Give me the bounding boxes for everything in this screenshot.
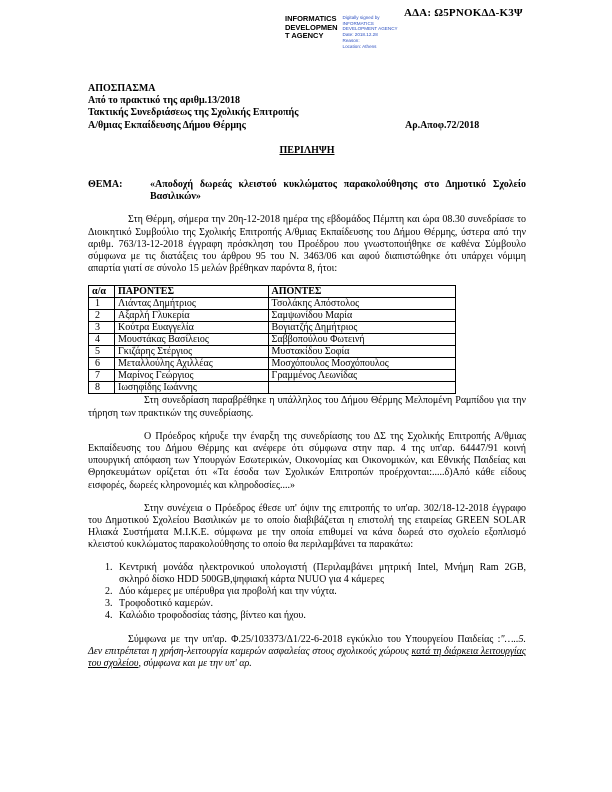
circular-quote-pre: "…..5. Δεν επιτρέπεται η χρήση-λειτουργία καμερών ασφαλείας στους σχολικούς χώρους <box>88 633 526 657</box>
document-heading <box>88 83 526 132</box>
table-row <box>89 310 456 322</box>
paragraph-session-opening: Στη Θέρμη, σήμερα την 20η-12-2018 ημέρα της εβδομάδος Πέμπτη και ώρα 08.30 συνεδρίασε το Διοικητικό Συμβούλιο της Σχολικής Επιτροπής Α/θμιας Εκπαίδευσης του Δήμου Θέρμης, ύστερα από την αριθμ. 763/13-12-2018 έγγραφη πρόσκληση του Προέδρου που γνωστοποιήθηκε σε καθένα Σύμβουλο σύμφωνα με τις διατάξεις του άρθρου 95 του Ν. 3463/06 και αφού διαπιστώθηκε ότι υπάρχει νόμιμη απαρτία γιατί σε σύνολο 15 μελών βρέθηκαν παρόντα 8, ήτοι: <box>88 214 526 275</box>
list-item <box>105 586 526 598</box>
list-item-text: Δύο κάμερες με υπέρυθρα για προβολή και την νύχτα. <box>119 586 337 598</box>
row-num: 5 <box>89 346 115 358</box>
signature-line: Location: Athens <box>342 43 377 49</box>
list-item-number: 4. <box>105 610 113 622</box>
subject-text: «Αποδοχή δωρεάς κλειστού κυκλώματος παρακολούθησης στο Δημοτικό Σχολείο Βασιλικών» <box>150 179 526 203</box>
subject-block <box>88 179 526 203</box>
table-row <box>89 382 456 394</box>
table-row <box>89 346 456 358</box>
absent-member: Μοσχόπουλος Μοσχόπουλος <box>268 358 455 370</box>
paragraph-donation-letter: Στην συνέχεια ο Πρόεδρος έθεσε υπ' όψιν της επιτροπής το υπ'αρ. 302/18-12-2018 έγγραφο του Δημοτικού Σχολείου Βασιλικών με το οποίο διαβιβάζεται η επιστολή της εταιρείας GREEN SOLAR Ηλιακά Συστήματα Μ.Ι.Κ.Ε. σύμφωνα με την οποία επιθυμεί να κάνα δωρεά στο σχολείο εξοπλισμό κλειστού κυκλώματος παρακολούθησης το οποίο θα περιλαμβάνει τα παρακάτω: <box>88 502 526 551</box>
attendance-header-present: ΠΑΡΟΝΤΕΣ <box>115 286 269 298</box>
present-member: Λιάντας Δημήτριος <box>115 298 269 310</box>
row-num: 1 <box>89 298 115 310</box>
heading-committee: Α/θμιας Εκπαίδευσης Δήμου Θέρμης <box>88 119 246 131</box>
document-body <box>88 83 526 670</box>
signature-line: INFORMATICS <box>342 20 374 26</box>
circular-quote-post: , σύμφωνα και με την υπ' αρ. <box>138 658 252 670</box>
list-item-text: Κεντρική μονάδα ηλεκτρονικού υπολογιστή (Περιλαμβάνει μητρική Intel, Μνήμη Ram 2GB, σκληρό δίσκο HDD 500GB,ψηφιακή κάρτα NUUO για 4 κάμερες <box>119 561 526 585</box>
list-item-number: 3. <box>105 598 113 610</box>
summary-heading: ΠΕΡΙΛΗΨΗ <box>279 144 335 156</box>
table-row <box>89 334 456 346</box>
table-row <box>89 298 456 310</box>
row-num: 2 <box>89 310 115 322</box>
present-member: Μαρίνος Γεώργιος <box>115 370 269 382</box>
list-item <box>105 562 526 586</box>
attendance-header-num: α/α <box>89 286 115 298</box>
row-num: 7 <box>89 370 115 382</box>
donation-equipment-list <box>105 562 526 623</box>
absent-member: Τσολάκης Απόστολος <box>268 298 455 310</box>
signature-details <box>343 15 398 49</box>
paragraph-circular-quote <box>88 634 526 671</box>
table-row <box>89 370 456 382</box>
decision-number: Αρ.Αποφ.72/2018 <box>405 119 480 131</box>
heading-excerpt: ΑΠΟΣΠΑΣΜΑ <box>88 83 156 94</box>
row-num: 6 <box>89 358 115 370</box>
circular-underlined-phrase: κατά τη διάρκεια λειτουργίας του σχολείου <box>88 645 526 670</box>
digital-signature-stamp <box>285 15 398 49</box>
list-item <box>105 610 526 622</box>
table-row <box>89 322 456 334</box>
signature-line: Date: 2018.12.28 <box>342 32 378 38</box>
attendance-header-row <box>89 286 456 298</box>
table-row <box>89 358 456 370</box>
present-member: Μεταλλούλης Αχιλλέας <box>115 358 269 370</box>
list-item-number: 2. <box>105 586 113 598</box>
ada-code: ΑΔΑ: Ω5ΡΝΟΚΔΔ-Κ3Ψ <box>404 7 523 19</box>
circular-intro: Σύμφωνα με την υπ'αρ. Φ.25/103373/Δ1/22-6-2018 εγκύκλιο του Υπουργείου Παιδείας : <box>128 633 501 645</box>
paragraph-secretary: Στη συνεδρίαση παραβρέθηκε η υπάλληλος του Δήμου Θέρμης Μελπομένη Ραμπίδου για την τήρηση των πρακτικών της συνεδρίασης. <box>88 395 526 419</box>
list-item-number: 1. <box>105 561 113 573</box>
agency-name-line: DEVELOPMEN <box>285 22 338 32</box>
absent-member: Βογιατζής Δημήτριος <box>268 322 455 334</box>
present-member: Μουστάκας Βασίλειος <box>115 334 269 346</box>
list-item <box>105 598 526 610</box>
present-member: Αξαρλή Γλυκερία <box>115 310 269 322</box>
list-item-text: Τροφοδοτικό καμερών. <box>119 598 213 610</box>
subject-label: ΘΕΜΑ: <box>88 179 123 191</box>
agency-name-line: INFORMATICS <box>285 14 337 23</box>
heading-minutes-ref: Από το πρακτικό της αριθμ.13/2018 <box>88 95 240 107</box>
row-num: 8 <box>89 382 115 394</box>
attendance-table <box>88 285 456 394</box>
present-member: Κούτρα Ευαγγελία <box>115 322 269 334</box>
row-num: 4 <box>89 334 115 346</box>
absent-member: Σαββοπούλου Φωτεινή <box>268 334 455 346</box>
paragraph-president-opening: Ο Πρόεδρος κήρυξε την έναρξη της συνεδρίασης του ΔΣ της Σχολικής Επιτροπής Α/θμιας Εκπαίδευσης του Δήμου Θέρμης και ανέφερε ότι σύμφωνα στην παρ. 4 της υπ'αρ. 64447/91 κοινή υπουργική απόφαση των Υπουργών Εσωτερικών, Οικονομίας και Οικονομικών, και Εθνικής Παιδείας και Θρησκευμάτων ορίζεται ότι «Τα έσοδα των Σχολικών Επιτροπών προέρχονται:.....δ)Από κάθε είδους εισφορές, δωρεές κληρονομιές και κληροδοσίες....» <box>88 430 526 491</box>
agency-name <box>285 15 338 41</box>
signature-line: Reason: <box>342 37 360 43</box>
attendance-header-absent: ΑΠΟΝΤΕΣ <box>268 286 455 298</box>
present-member: Ιωσηφίδης Ιωάννης <box>115 382 269 394</box>
signature-line: DEVELOPMENT AGENCY <box>342 26 398 32</box>
heading-session-type: Τακτικής Συνεδριάσεως της Σχολικής Επιτροπής <box>88 107 299 119</box>
agency-name-line: T AGENCY <box>285 31 324 41</box>
list-item-text: Καλώδιο τροφοδοσίας τάσης, βίντεο και ήχου. <box>119 610 306 622</box>
absent-member: Σαμψωνίδου Μαρία <box>268 310 455 322</box>
present-member: Γκιζάρης Στέργιος <box>115 346 269 358</box>
row-num: 3 <box>89 322 115 334</box>
signature-line: Digitally signed by <box>342 15 380 20</box>
absent-member: Μυστακίδου Σοφία <box>268 346 455 358</box>
absent-member: Γραμμένος Λεωνίδας <box>268 370 455 382</box>
absent-member <box>268 382 455 394</box>
